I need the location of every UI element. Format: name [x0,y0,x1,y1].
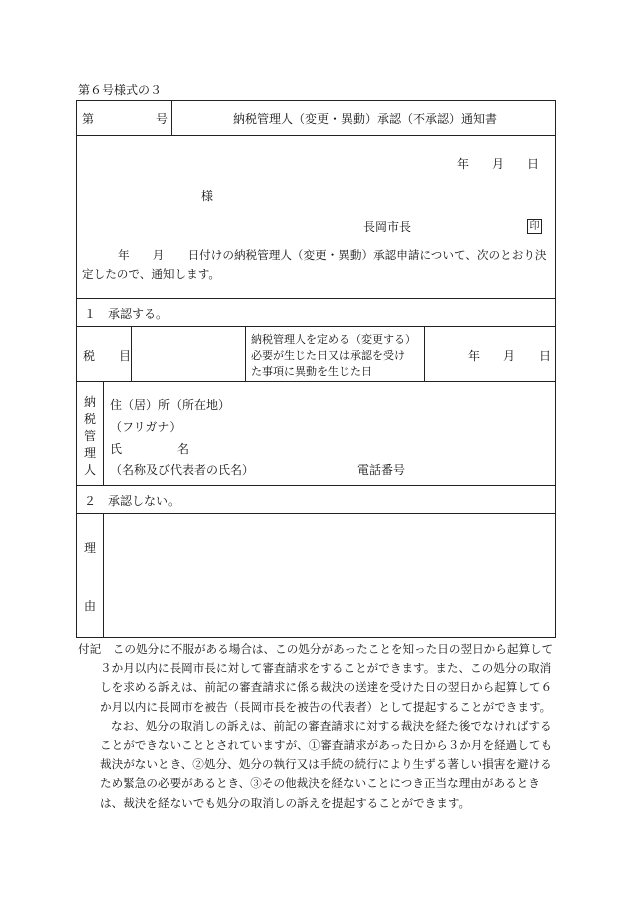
phone-label: 電話番号 [357,463,406,477]
approved-date-year: 年 [468,349,481,363]
reason-char-bottom: 由 [83,599,96,613]
document-title: 納税管理人（変更・異動）承認（不承認）通知書 [233,112,498,126]
manager-label-char-1: 納 [83,395,96,409]
seal-mark: 印 [527,219,542,234]
rule-tax-label-divider [131,326,132,381]
tax-item-label: 税 目 [83,349,132,363]
notice-date-month: 月 [492,157,505,171]
rejected-heading: ２ 承認しない。 [84,494,181,508]
reason-date-label-line-3: た事項に異動を生じた日 [251,365,372,378]
rule-reason-divider [103,513,104,638]
notice-body-line-1: 年 月 日付けの納税管理人（変更・異動）承認申請について、次のとおり決 [118,248,547,262]
approved-date-month: 月 [503,349,516,363]
manager-label-char-5: 人 [83,463,96,477]
rule-notice-bottom [76,298,556,299]
rule-header-divider [171,100,172,135]
manager-label-char-4: 理 [83,446,96,460]
reason-date-label-line-1: 納税管理人を定める（変更する） [251,333,416,346]
notice-date-day: 日 [527,157,540,171]
number-prefix: 第 [82,112,95,126]
rule-header-bottom [76,135,556,136]
rule-rejected-heading-bottom [76,513,556,514]
furigana-label: （フリガナ） [110,420,182,434]
form-number: 第６号様式の３ [78,83,163,97]
number-suffix: 号 [156,112,169,126]
corporate-name-label: （名称及び代表者の氏名） [110,463,255,477]
reason-char-top: 理 [83,541,96,555]
rule-manager-label-divider [103,381,104,485]
manager-label-char-2: 税 [83,412,96,426]
notice-date-year: 年 [457,157,470,171]
rule-tax-value-divider [245,326,246,381]
rule-approved-heading-bottom [76,326,556,327]
rule-manager-bottom [76,485,556,486]
address-label: 住（居）所（所在地） [110,398,231,412]
note-paragraph-2: なお、処分の取消しの訴えは、前記の審査請求に対する裁決を経た後でなければすることができないこととされていますが、①審査請求があった日から３か月を経過しても裁決がないとき、②処分、処分の執行又は手続の続行により生ずる著しい損害を避けるため緊急の必要があるとき、③その他裁決を経ないことにつき正当な理由があるときは、裁決を経ないでも処分の取消しの訴えを提起することができます。 [100,718,553,810]
rule-reason-label-divider [424,326,425,381]
approved-date-day: 日 [539,349,552,363]
issuer: 長岡市長 [363,220,412,234]
appended-notes [78,640,556,813]
reason-date-label-line-2: 必要が生じた日又は承認を受け [251,349,405,362]
approved-heading: １ 承認する。 [84,307,169,321]
notice-body-line-2: 定したので、通知します。 [82,267,220,281]
manager-label-char-3: 管 [83,429,96,443]
name-label-right: 名 [177,442,190,456]
rule-tax-row-bottom [76,381,556,382]
note-paragraph-1: 付記 この処分に不服がある場合は、この処分があったことを知った日の翌日から起算して３か月以内に長岡市長に対して審査請求をすることができます。また、この処分の取消しを求める訴えは、前記の審査請求に係る裁決の送達を受けた日の翌日から起算して６か月以内に長岡市を被告（長岡市長を被告の代表者）として提起することができます。 [78,642,554,714]
addressee-suffix: 様 [201,189,214,203]
name-label-left: 氏 [110,442,123,456]
